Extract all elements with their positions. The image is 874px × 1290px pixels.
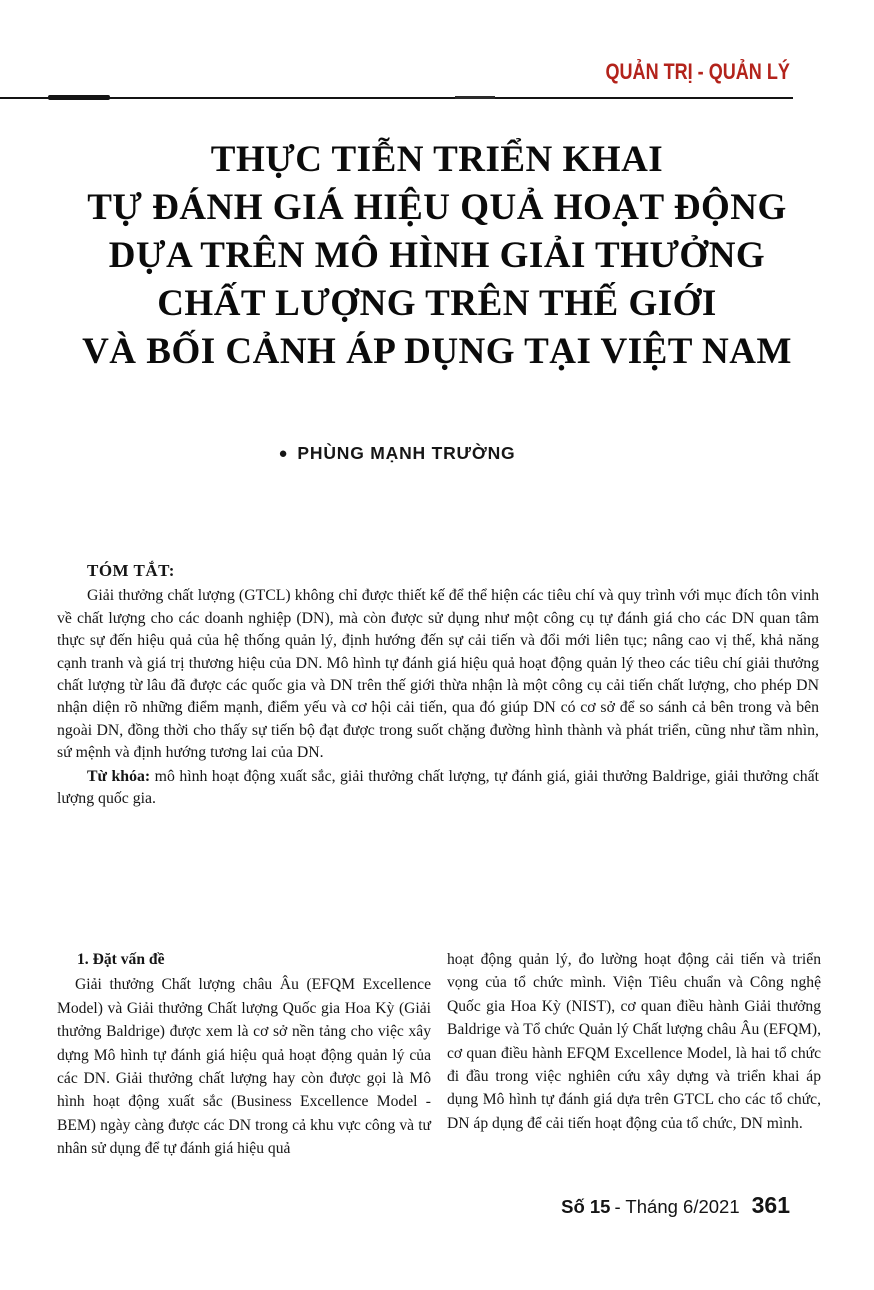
article-title-line: CHẤT LƯỢNG TRÊN THẾ GIỚI <box>157 283 717 324</box>
header-rule-smudge <box>455 96 495 99</box>
page-footer <box>561 1192 790 1219</box>
author-line <box>0 443 794 464</box>
left-column-text: Giải thưởng Chất lượng châu Âu (EFQM Excellence Model) và Giải thưởng Chất lượng Quốc gia Hoa Kỳ (Giải thưởng Baldrige) được xem là cơ sở nền tảng cho việc xây dựng Mô hình tự đánh giá hiệu quả hoạt động quản lý của các DN. Giải thưởng chất lượng hay còn được gọi là Mô hình hoạt động xuất sắc (Business Excellence Model - BEM) ngày càng được các DN trong cả khu vực công và tư nhân sử dụng để tự đánh giá hiệu quả <box>57 976 431 1158</box>
running-head-category: QUẢN TRỊ - QUẢN LÝ <box>605 59 790 84</box>
right-column <box>447 948 821 1161</box>
abstract-keywords <box>57 766 819 811</box>
abstract-body: Giải thưởng chất lượng (GTCL) không chỉ được thiết kế để thể hiện các tiêu chí và quy trình với mục đích tôn vinh về chất lượng cho các doanh nghiệp (DN), mà còn được sử dụng như một công cụ tự đánh giá cho các DN quan tâm thực sự đến hiệu quả của hệ thống quản lý, định hướng đến sự cải tiến và đổi mới liên tục; nâng cao vị thế, khả năng cạnh tranh và giá trị thương hiệu của DN. Mô hình tự đánh giá hiệu quả hoạt động quản lý theo các tiêu chí giải thưởng chất lượng từ lâu đã được các quốc gia và DN trên thế giới thừa nhận là một công cụ cải tiến chất lượng, cho phép DN nhận diện rõ những điểm mạnh, điểm yếu và cơ hội cải tiến, qua đó giúp DN có cơ sở để so sánh cả bên trong và bên ngoài DN, đồng thời cho thấy sự tiến bộ đạt được trong suốt chặng đường hình thành và phát triển, cũng như tầm nhìn, sứ mệnh và định hướng tương lai của DN. <box>57 587 819 762</box>
article-title <box>20 136 854 376</box>
section-heading: 1. Đặt vấn đề <box>77 951 165 968</box>
header-rule-smudge <box>48 95 110 100</box>
footer-issue-label: Số 15 <box>561 1196 611 1217</box>
footer-page-number: 361 <box>751 1192 790 1218</box>
header-rule <box>0 97 793 99</box>
article-title-line: THỰC TIỄN TRIỂN KHAI <box>210 139 664 180</box>
author-bullet-icon: ● <box>278 445 289 462</box>
body-columns <box>57 948 821 1161</box>
article-title-line: DỰA TRÊN MÔ HÌNH GIẢI THƯỞNG <box>108 235 766 276</box>
right-column-text: hoạt động quản lý, đo lường hoạt động cải tiến và triển vọng của tổ chức mình. Viện Tiêu chuẩn và Công nghệ Quốc gia Hoa Kỳ (NIST), cơ quan điều hành Giải thưởng Baldrige và Tổ chức Quản lý Chất lượng châu Âu (EFQM), cơ quan điều hành EFQM Excellence Model, là hai tổ chức đi đầu trong việc nghiên cứu xây dựng và triển khai áp dụng Mô hình tự đánh giá dựa trên GTCL cho các tổ chức, DN áp dụng để cải tiến hoạt động của tổ chức, DN mình. <box>447 951 821 1132</box>
abstract-heading: TÓM TẮT: <box>87 561 175 580</box>
footer-date: - Tháng 6/2021 <box>614 1196 740 1217</box>
article-title-line: VÀ BỐI CẢNH ÁP DỤNG TẠI VIỆT NAM <box>82 331 792 372</box>
left-column <box>57 948 431 1161</box>
author-name: PHÙNG MẠNH TRƯỜNG <box>297 443 516 463</box>
abstract-section <box>57 560 819 810</box>
article-title-line: TỰ ĐÁNH GIÁ HIỆU QUẢ HOẠT ĐỘNG <box>87 187 787 228</box>
keywords-label: Từ khóa: <box>87 767 151 785</box>
keywords-text: mô hình hoạt động xuất sắc, giải thưởng chất lượng, tự đánh giá, giải thưởng Baldrige, giải thưởng chất lượng quốc gia. <box>57 767 819 808</box>
